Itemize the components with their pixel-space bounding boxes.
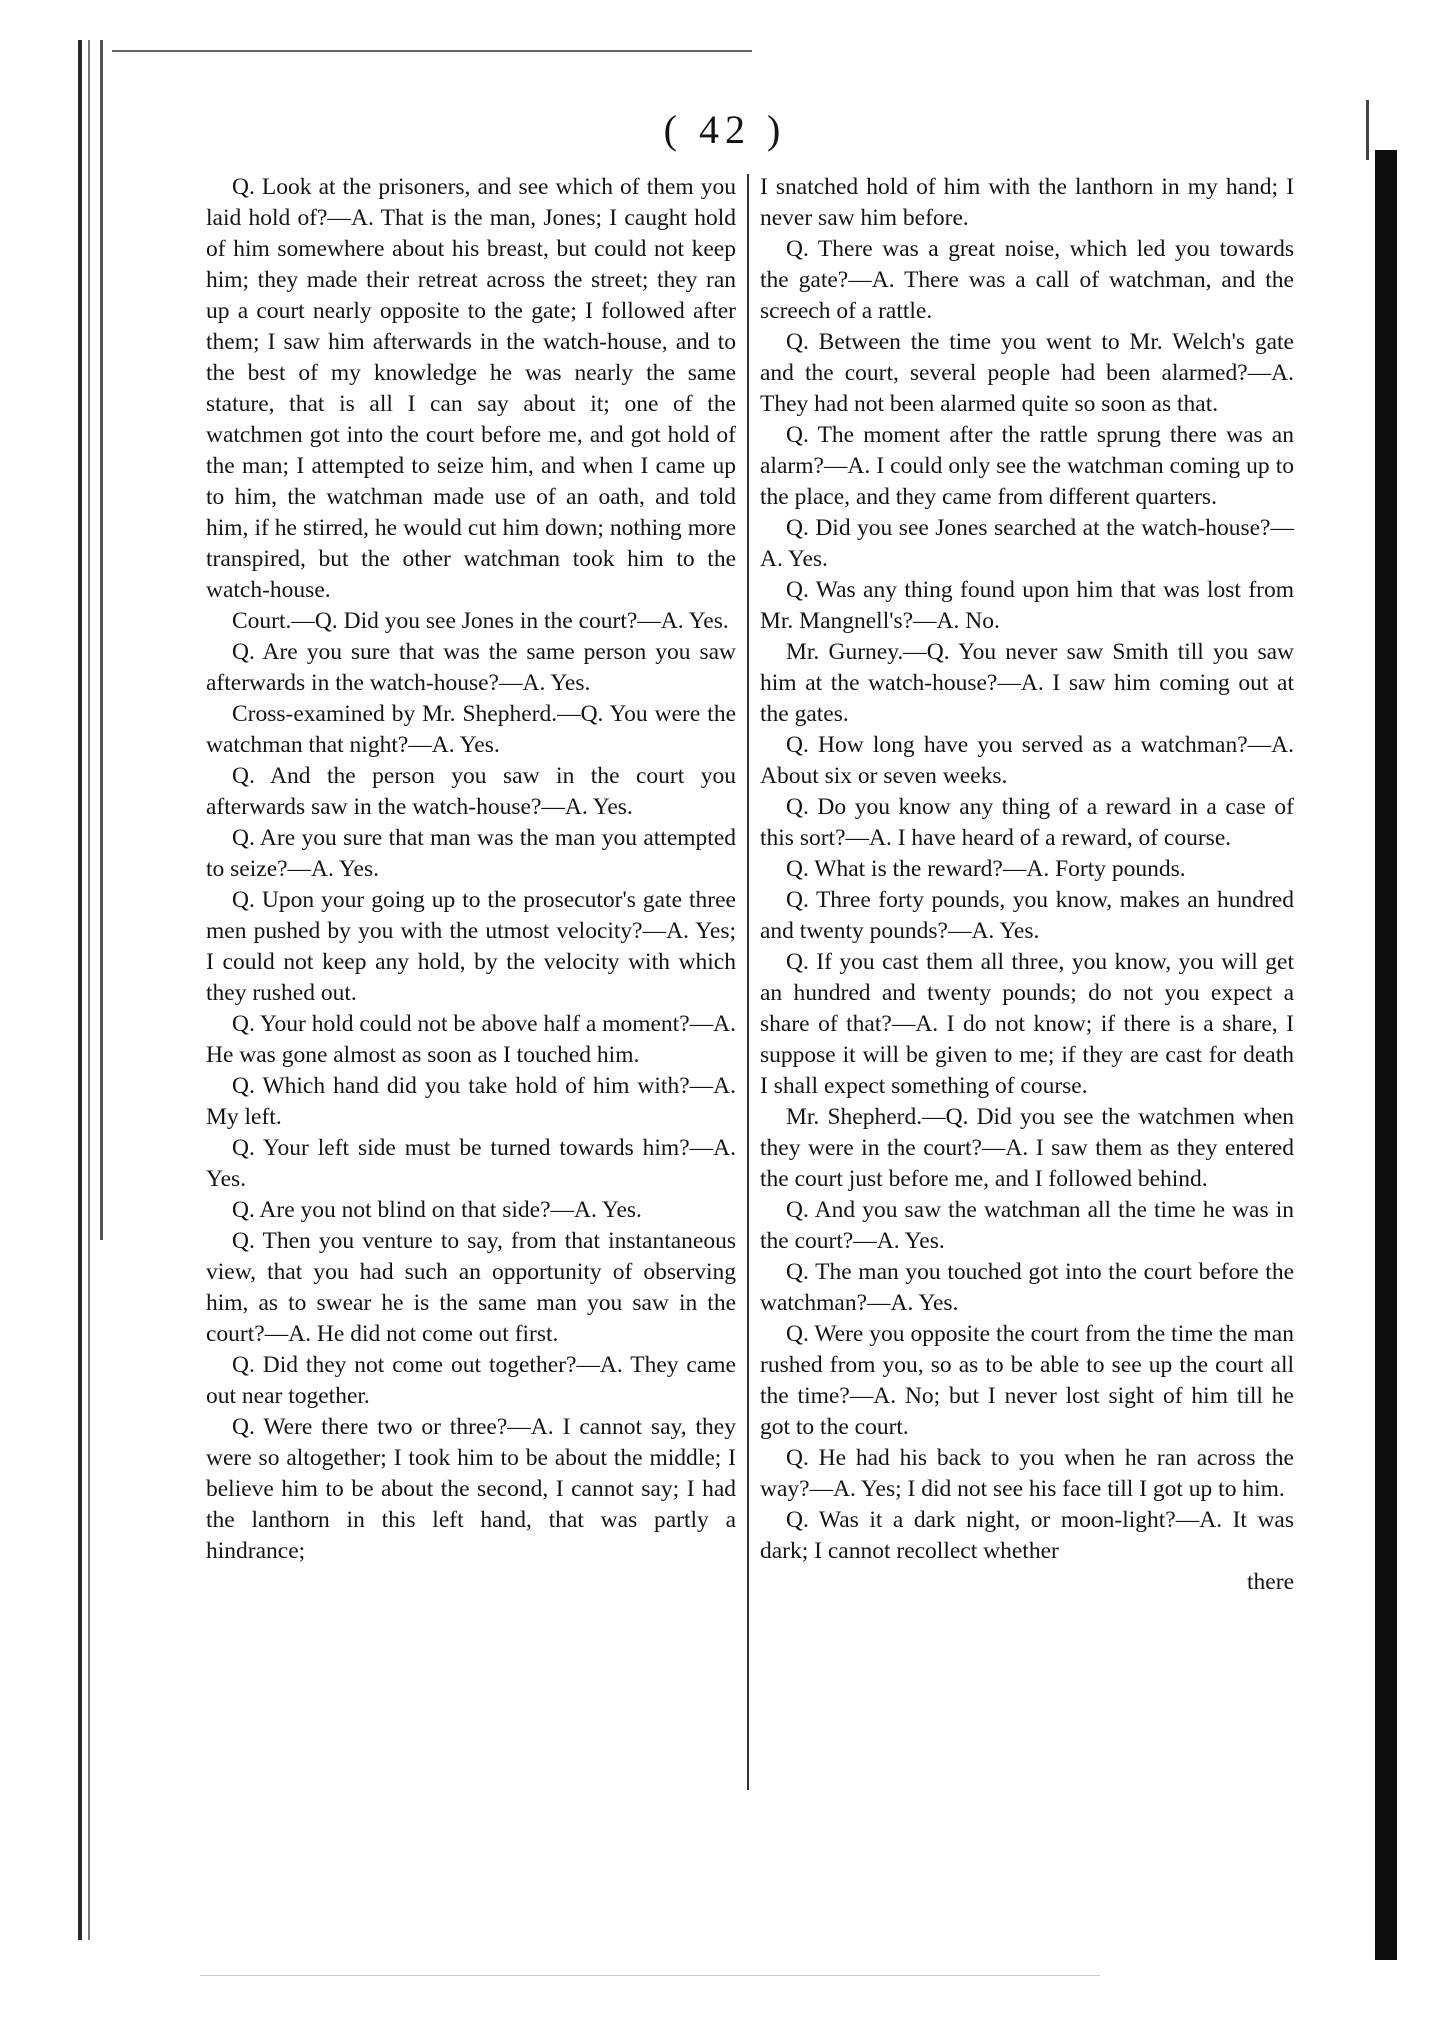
scan-edge bbox=[88, 40, 90, 1940]
paragraph: Mr. Shepherd.—Q. Did you see the watchmen when they were in the court?—A. I saw them as they entered the court just before me, and I followed behind. bbox=[760, 1104, 1294, 1192]
paragraph: Q. The moment after the rattle sprung there was an alarm?—A. I could only see the watchman coming up to the place, and they came from different quarters. bbox=[760, 422, 1294, 510]
paragraph: Q. Three forty pounds, you know, makes an hundred and twenty pounds?—A. Yes. bbox=[760, 887, 1294, 944]
paragraph: Q. Are you sure that was the same person you saw afterwards in the watch-house?—A. Yes. bbox=[206, 639, 736, 696]
paragraph: Q. Your left side must be turned towards him?—A. Yes. bbox=[206, 1135, 736, 1192]
column-divider bbox=[747, 174, 749, 1790]
paragraph: Q. Do you know any thing of a reward in a case of this sort?—A. I have heard of a reward, of course. bbox=[760, 794, 1294, 851]
scan-rule bbox=[112, 50, 752, 52]
paragraph: Q. What is the reward?—A. Forty pounds. bbox=[786, 856, 1186, 882]
paragraph: Q. Are you not blind on that side?—A. Yes. bbox=[232, 1197, 642, 1223]
left-column bbox=[206, 172, 736, 1567]
right-column bbox=[760, 172, 1294, 1598]
paragraph: Q. If you cast them all three, you know, you will get an hundred and twenty pounds; do not you expect a share of that?—A. I do not know; if there is a share, I suppose it will be given to me; if they are cast for death I shall expect something of course. bbox=[760, 949, 1294, 1099]
paragraph: Mr. Gurney.—Q. You never saw Smith till you saw him at the watch-house?—A. I saw him coming out at the gates. bbox=[760, 639, 1294, 727]
paragraph: Q. Upon your going up to the prosecutor's gate three men pushed by you with the utmost velocity?—A. Yes; I could not keep any hold, by the velocity with which they rushed out. bbox=[206, 887, 736, 1006]
paragraph: Q. He had his back to you when he ran across the way?—A. Yes; I did not see his face till I got up to him. bbox=[760, 1445, 1294, 1502]
catchword: there bbox=[1247, 1569, 1294, 1595]
paragraph: Q. Did they not come out together?—A. They came out near together. bbox=[206, 1352, 736, 1409]
scan-edge bbox=[100, 40, 103, 1240]
paragraph: Cross-examined by Mr. Shepherd.—Q. You were the watchman that night?—A. Yes. bbox=[206, 701, 736, 758]
scan-edge bbox=[78, 40, 82, 1940]
paragraph: Q. Which hand did you take hold of him with?—A. My left. bbox=[206, 1073, 736, 1130]
paragraph: Q. Were you opposite the court from the time the man rushed from you, so as to be able to see up the court all the time?—A. No; but I never lost sight of him till he got to the court. bbox=[760, 1321, 1294, 1440]
paragraph: Q. How long have you served as a watchman?—A. About six or seven weeks. bbox=[760, 732, 1294, 789]
scan-rule bbox=[200, 1975, 1100, 1976]
paragraph: Q. Was any thing found upon him that was lost from Mr. Mangnell's?—A. No. bbox=[760, 577, 1294, 634]
paragraph: Q. Were there two or three?—A. I cannot say, they were so altogether; I took him to be about the middle; I believe him to be about the second, I cannot say; I had the lanthorn in this left hand, that was partly a hindrance; bbox=[206, 1414, 736, 1564]
paragraph: Q. Your hold could not be above half a moment?—A. He was gone almost as soon as I touched him. bbox=[206, 1011, 736, 1068]
paragraph: Q. And you saw the watchman all the time he was in the court?—A. Yes. bbox=[760, 1197, 1294, 1254]
paragraph: Q. Did you see Jones searched at the watch-house?—A. Yes. bbox=[760, 515, 1294, 572]
page-number: ( 42 ) bbox=[663, 107, 787, 152]
scan-edge bbox=[1375, 150, 1397, 1960]
paragraph: Q. Between the time you went to Mr. Welch's gate and the court, several people had been alarmed?—A. They had not been alarmed quite so soon as that. bbox=[760, 329, 1294, 417]
paragraph: Q. The man you touched got into the court before the watchman?—A. Yes. bbox=[760, 1259, 1294, 1316]
scan-edge bbox=[1366, 100, 1369, 160]
paragraph: I snatched hold of him with the lanthorn in my hand; I never saw him before. bbox=[760, 174, 1294, 231]
paragraph: Q. Look at the prisoners, and see which of them you laid hold of?—A. That is the man, Jones; I caught hold of him somewhere about his breast, but could not keep him; they made their retreat across the street; they ran up a court nearly opposite to the gate; I followed after them; I saw him afterwards in the watch-house, and to the best of my knowledge he was nearly the same stature, that is all I can say about it; one of the watchmen got into the court before me, and got hold of the man; I attempted to seize him, and when I came up to him, the watchman made use of an oath, and told him, if he stirred, he would cut him down; nothing more transpired, but the other watchman took him to the watch-house. bbox=[206, 174, 736, 603]
paragraph: Court.—Q. Did you see Jones in the court?—A. Yes. bbox=[232, 608, 729, 634]
paragraph: Q. There was a great noise, which led you towards the gate?—A. There was a call of watchman, and the screech of a rattle. bbox=[760, 236, 1294, 324]
paragraph: Q. Was it a dark night, or moon-light?—A. It was dark; I cannot recollect whether bbox=[760, 1507, 1294, 1564]
paragraph: Q. Are you sure that man was the man you attempted to seize?—A. Yes. bbox=[206, 825, 736, 882]
paragraph: Q. And the person you saw in the court you afterwards saw in the watch-house?—A. Yes. bbox=[206, 763, 736, 820]
paragraph: Q. Then you venture to say, from that instantaneous view, that you had such an opportunity of observing him, as to swear he is the same man you saw in the court?—A. He did not come out first. bbox=[206, 1228, 736, 1347]
